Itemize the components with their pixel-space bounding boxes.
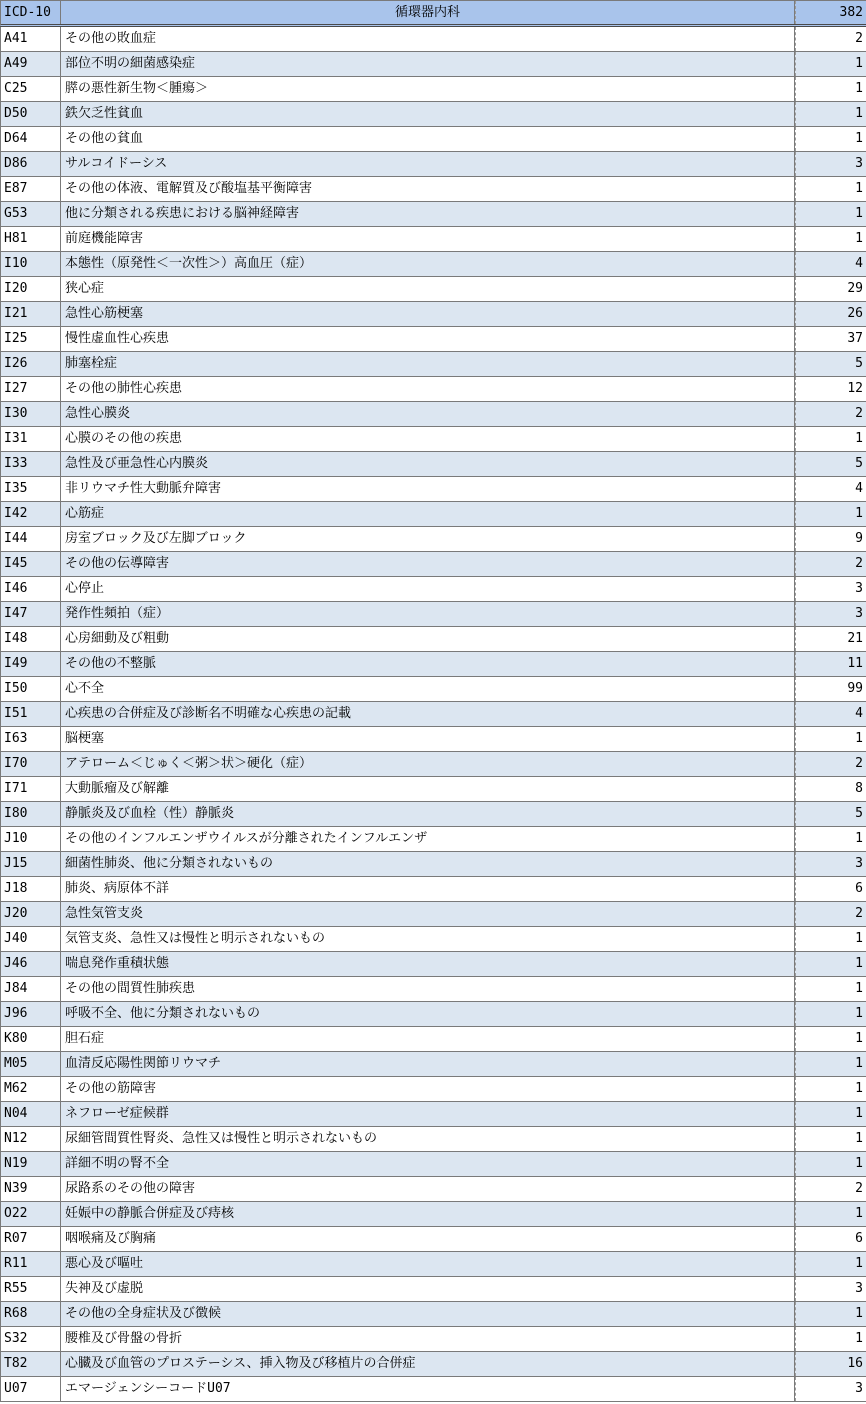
row-diagnosis: エマージェンシーコードU07 <box>61 1377 795 1401</box>
row-diagnosis: 細菌性肺炎、他に分類されないもの <box>61 852 795 876</box>
row-code: I35 <box>1 477 61 501</box>
row-code: I30 <box>1 402 61 426</box>
row-code: I42 <box>1 502 61 526</box>
table-row <box>0 1077 866 1102</box>
row-code: R11 <box>1 1252 61 1276</box>
row-count: 1 <box>795 102 866 126</box>
table-row <box>0 1227 866 1252</box>
row-diagnosis: 急性気管支炎 <box>61 902 795 926</box>
row-diagnosis: アテローム＜じゅく＜粥＞状＞硬化（症） <box>61 752 795 776</box>
row-count: 3 <box>795 852 866 876</box>
row-code: E87 <box>1 177 61 201</box>
row-diagnosis: 非リウマチ性大動脈弁障害 <box>61 477 795 501</box>
row-diagnosis: 急性心膜炎 <box>61 402 795 426</box>
table-row <box>0 602 866 627</box>
table-row <box>0 627 866 652</box>
row-diagnosis: 心停止 <box>61 577 795 601</box>
table-row <box>0 202 866 227</box>
row-diagnosis: 狭心症 <box>61 277 795 301</box>
row-count: 3 <box>795 602 866 626</box>
row-diagnosis: 肺塞栓症 <box>61 352 795 376</box>
row-diagnosis: 咽喉痛及び胸痛 <box>61 1227 795 1251</box>
row-diagnosis: 本態性（原発性＜一次性＞）高血圧（症） <box>61 252 795 276</box>
table-row <box>0 1177 866 1202</box>
row-count: 1 <box>795 727 866 751</box>
row-code: M05 <box>1 1052 61 1076</box>
row-count: 16 <box>795 1352 866 1376</box>
row-code: T82 <box>1 1352 61 1376</box>
row-count: 1 <box>795 1102 866 1126</box>
table-row <box>0 427 866 452</box>
row-code: I47 <box>1 602 61 626</box>
row-code: R55 <box>1 1277 61 1301</box>
row-diagnosis: 心疾患の合併症及び診断名不明確な心疾患の記載 <box>61 702 795 726</box>
row-diagnosis: その他の体液、電解質及び酸塩基平衡障害 <box>61 177 795 201</box>
table-row <box>0 327 866 352</box>
row-code: I33 <box>1 452 61 476</box>
table-row <box>0 252 866 277</box>
row-count: 4 <box>795 252 866 276</box>
row-diagnosis: その他のインフルエンザウイルスが分離されたインフルエンザ <box>61 827 795 851</box>
table-row <box>0 1352 866 1377</box>
row-diagnosis: 血清反応陽性関節リウマチ <box>61 1052 795 1076</box>
row-code: I50 <box>1 677 61 701</box>
row-count: 2 <box>795 1177 866 1201</box>
table-row <box>0 1252 866 1277</box>
row-diagnosis: その他の伝導障害 <box>61 552 795 576</box>
table-row <box>0 152 866 177</box>
row-count: 99 <box>795 677 866 701</box>
row-diagnosis: 胆石症 <box>61 1027 795 1051</box>
row-count: 21 <box>795 627 866 651</box>
row-code: I63 <box>1 727 61 751</box>
row-diagnosis: その他の筋障害 <box>61 1077 795 1101</box>
row-diagnosis: 部位不明の細菌感染症 <box>61 52 795 76</box>
row-code: I10 <box>1 252 61 276</box>
row-code: J40 <box>1 927 61 951</box>
row-count: 1 <box>795 1252 866 1276</box>
row-diagnosis: ネフローゼ症候群 <box>61 1102 795 1126</box>
row-count: 3 <box>795 1377 866 1401</box>
table-row <box>0 502 866 527</box>
row-diagnosis: 心筋症 <box>61 502 795 526</box>
row-diagnosis: 呼吸不全、他に分類されないもの <box>61 1002 795 1026</box>
table-row <box>0 1152 866 1177</box>
table-row <box>0 277 866 302</box>
table-row <box>0 1202 866 1227</box>
row-diagnosis: 尿路系のその他の障害 <box>61 1177 795 1201</box>
table-row <box>0 827 866 852</box>
row-code: D86 <box>1 152 61 176</box>
row-diagnosis: その他の全身症状及び徴候 <box>61 1302 795 1326</box>
row-count: 1 <box>795 1152 866 1176</box>
table-row <box>0 102 866 127</box>
row-diagnosis: 気管支炎、急性又は慢性と明示されないもの <box>61 927 795 951</box>
row-count: 1 <box>795 177 866 201</box>
row-code: J96 <box>1 1002 61 1026</box>
table-row <box>0 352 866 377</box>
row-diagnosis: サルコイドーシス <box>61 152 795 176</box>
row-code: I51 <box>1 702 61 726</box>
row-count: 1 <box>795 52 866 76</box>
row-code: I44 <box>1 527 61 551</box>
row-code: I80 <box>1 802 61 826</box>
row-count: 5 <box>795 352 866 376</box>
row-count: 26 <box>795 302 866 326</box>
row-count: 12 <box>795 377 866 401</box>
row-count: 4 <box>795 702 866 726</box>
row-diagnosis: 妊娠中の静脈合併症及び痔核 <box>61 1202 795 1226</box>
row-count: 1 <box>795 427 866 451</box>
row-diagnosis: 慢性虚血性心疾患 <box>61 327 795 351</box>
table-row <box>0 877 866 902</box>
row-count: 1 <box>795 1052 866 1076</box>
row-code: I71 <box>1 777 61 801</box>
row-code: I46 <box>1 577 61 601</box>
row-count: 1 <box>795 1202 866 1226</box>
table-row <box>0 1327 866 1352</box>
row-count: 11 <box>795 652 866 676</box>
table-row <box>0 577 866 602</box>
row-count: 4 <box>795 477 866 501</box>
table-row <box>0 902 866 927</box>
row-code: J84 <box>1 977 61 1001</box>
row-code: O22 <box>1 1202 61 1226</box>
row-diagnosis: 心房細動及び粗動 <box>61 627 795 651</box>
row-count: 1 <box>795 1327 866 1351</box>
row-count: 1 <box>795 927 866 951</box>
row-count: 6 <box>795 1227 866 1251</box>
row-code: I25 <box>1 327 61 351</box>
row-count: 2 <box>795 752 866 776</box>
table-row <box>0 177 866 202</box>
row-count: 3 <box>795 152 866 176</box>
header-code: ICD-10 <box>1 1 61 24</box>
row-count: 1 <box>795 952 866 976</box>
table-row <box>0 302 866 327</box>
row-count: 2 <box>795 402 866 426</box>
table-row <box>0 777 866 802</box>
row-diagnosis: その他の敗血症 <box>61 27 795 51</box>
row-diagnosis: 急性心筋梗塞 <box>61 302 795 326</box>
table-row <box>0 677 866 702</box>
row-count: 1 <box>795 1027 866 1051</box>
row-code: A49 <box>1 52 61 76</box>
row-diagnosis: 房室ブロック及び左脚ブロック <box>61 527 795 551</box>
row-code: N12 <box>1 1127 61 1151</box>
row-count: 5 <box>795 452 866 476</box>
row-code: G53 <box>1 202 61 226</box>
row-diagnosis: その他の肺性心疾患 <box>61 377 795 401</box>
table-row <box>0 377 866 402</box>
row-code: H81 <box>1 227 61 251</box>
table-row <box>0 1377 866 1402</box>
table-row <box>0 402 866 427</box>
table-row <box>0 977 866 1002</box>
row-count: 5 <box>795 802 866 826</box>
row-count: 29 <box>795 277 866 301</box>
row-code: R07 <box>1 1227 61 1251</box>
row-count: 3 <box>795 577 866 601</box>
row-diagnosis: 悪心及び嘔吐 <box>61 1252 795 1276</box>
row-code: J20 <box>1 902 61 926</box>
row-diagnosis: 腰椎及び骨盤の骨折 <box>61 1327 795 1351</box>
row-diagnosis: 静脈炎及び血栓（性）静脈炎 <box>61 802 795 826</box>
table-row <box>0 852 866 877</box>
row-diagnosis: 喘息発作重積状態 <box>61 952 795 976</box>
row-count: 6 <box>795 877 866 901</box>
row-code: I20 <box>1 277 61 301</box>
table-row <box>0 752 866 777</box>
row-code: K80 <box>1 1027 61 1051</box>
row-code: D64 <box>1 127 61 151</box>
row-diagnosis: その他の不整脈 <box>61 652 795 676</box>
row-count: 1 <box>795 1077 866 1101</box>
row-code: J46 <box>1 952 61 976</box>
row-diagnosis: 心膜のその他の疾患 <box>61 427 795 451</box>
table-row <box>0 227 866 252</box>
row-diagnosis: 急性及び亜急性心内膜炎 <box>61 452 795 476</box>
row-code: I31 <box>1 427 61 451</box>
table-row <box>0 77 866 102</box>
table-row <box>0 27 866 52</box>
table-row <box>0 927 866 952</box>
row-count: 1 <box>795 1127 866 1151</box>
table-row <box>0 1052 866 1077</box>
row-code: I27 <box>1 377 61 401</box>
row-diagnosis: 尿細管間質性腎炎、急性又は慢性と明示されないもの <box>61 1127 795 1151</box>
row-code: U07 <box>1 1377 61 1401</box>
row-diagnosis: 肺炎、病原体不詳 <box>61 877 795 901</box>
row-diagnosis: 発作性頻拍（症） <box>61 602 795 626</box>
row-diagnosis: 脳梗塞 <box>61 727 795 751</box>
row-count: 2 <box>795 552 866 576</box>
row-count: 1 <box>795 827 866 851</box>
table-row <box>0 1027 866 1052</box>
row-code: R68 <box>1 1302 61 1326</box>
table-row <box>0 452 866 477</box>
table-row <box>0 127 866 152</box>
table-row <box>0 1002 866 1027</box>
row-count: 1 <box>795 977 866 1001</box>
row-code: A41 <box>1 27 61 51</box>
row-diagnosis: 大動脈瘤及び解離 <box>61 777 795 801</box>
table-row <box>0 552 866 577</box>
row-diagnosis: 他に分類される疾患における脳神経障害 <box>61 202 795 226</box>
row-code: J10 <box>1 827 61 851</box>
table-row <box>0 1277 866 1302</box>
table-row <box>0 702 866 727</box>
row-diagnosis: 心不全 <box>61 677 795 701</box>
row-code: I45 <box>1 552 61 576</box>
table-body <box>0 27 866 1402</box>
table-row <box>0 1127 866 1152</box>
row-code: C25 <box>1 77 61 101</box>
row-count: 2 <box>795 902 866 926</box>
table-row <box>0 952 866 977</box>
table-row <box>0 802 866 827</box>
row-diagnosis: 詳細不明の腎不全 <box>61 1152 795 1176</box>
row-diagnosis: 前庭機能障害 <box>61 227 795 251</box>
table-row <box>0 652 866 677</box>
table-row <box>0 527 866 552</box>
table-row <box>0 727 866 752</box>
row-code: I70 <box>1 752 61 776</box>
row-code: I49 <box>1 652 61 676</box>
table-header-row <box>0 0 866 27</box>
row-count: 1 <box>795 127 866 151</box>
table-row <box>0 1102 866 1127</box>
row-count: 9 <box>795 527 866 551</box>
header-department: 循環器内科 <box>61 1 795 24</box>
table-row <box>0 1302 866 1327</box>
row-code: N19 <box>1 1152 61 1176</box>
row-code: I21 <box>1 302 61 326</box>
row-diagnosis: 鉄欠乏性貧血 <box>61 102 795 126</box>
row-code: S32 <box>1 1327 61 1351</box>
row-count: 1 <box>795 77 866 101</box>
row-diagnosis: 失神及び虚脱 <box>61 1277 795 1301</box>
row-code: N04 <box>1 1102 61 1126</box>
row-code: J15 <box>1 852 61 876</box>
row-count: 1 <box>795 1302 866 1326</box>
row-code: I48 <box>1 627 61 651</box>
row-count: 1 <box>795 502 866 526</box>
row-diagnosis: 膵の悪性新生物＜腫瘍＞ <box>61 77 795 101</box>
row-code: J18 <box>1 877 61 901</box>
row-code: N39 <box>1 1177 61 1201</box>
header-total: 382 <box>795 1 866 24</box>
table-row <box>0 52 866 77</box>
row-count: 1 <box>795 227 866 251</box>
row-code: D50 <box>1 102 61 126</box>
row-count: 37 <box>795 327 866 351</box>
row-count: 1 <box>795 202 866 226</box>
row-count: 2 <box>795 27 866 51</box>
row-count: 1 <box>795 1002 866 1026</box>
table-row <box>0 477 866 502</box>
row-code: M62 <box>1 1077 61 1101</box>
row-diagnosis: その他の貧血 <box>61 127 795 151</box>
row-diagnosis: 心臓及び血管のプロステーシス、挿入物及び移植片の合併症 <box>61 1352 795 1376</box>
row-count: 8 <box>795 777 866 801</box>
row-code: I26 <box>1 352 61 376</box>
row-diagnosis: その他の間質性肺疾患 <box>61 977 795 1001</box>
row-count: 3 <box>795 1277 866 1301</box>
